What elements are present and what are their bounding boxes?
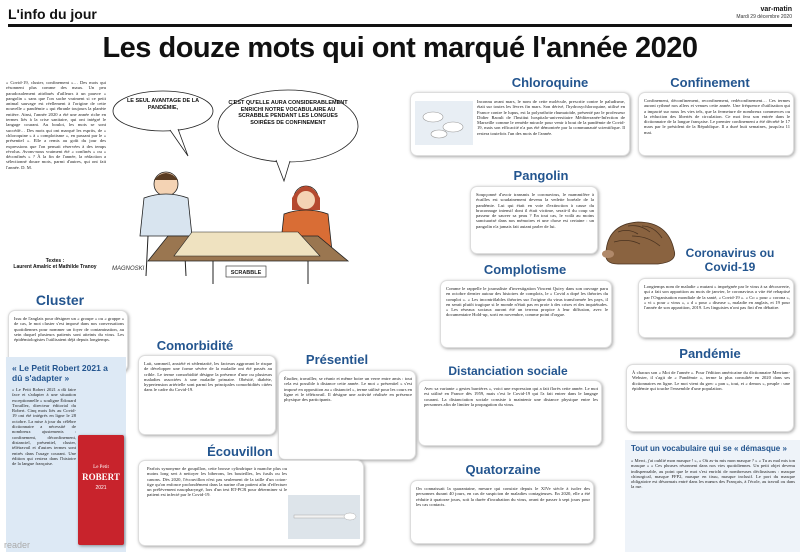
text-quatorzaine: On connaissait la quarantaine, mesure qui consiste depuis le XIVe siècle à isoler des personnes durant 40 jours, en cas de suspicion de maladies contagieuses. En 2020, elle a été réduite à quatorze jours, soit la durée d'incubation du virus, avant de passer à sept jours pour les cas contacts. [416,486,590,507]
credits-label: Textes : [45,258,65,264]
speech-bubble-right-tail [276,160,290,181]
text-pangolin: Soupçonné d'avoir transmis le coronavirus, le mammifère à écailles est soudainement devenu la vedette boréale de la pandémie. Lui qui était en voie d'extinction à cause du braconnage intensif dont il était victime, serait-il du coup un passeur de sauver sa peau ? En tout cas, le voilà au moins sanctuarisé dans nos mémoires et une chose est certaine : un pangolin n'a jamais fait autant parler de lui. [476,192,594,229]
petit-robert-cover [78,435,124,545]
box-comorbidite [138,355,276,435]
header-rule [8,24,792,27]
heading-pandemie: Pandémie [679,346,741,361]
box-chloroquine [410,92,630,156]
cartoonist-signature: MAGNOSKI [112,266,145,272]
cover-brand: Le Petit [93,465,109,470]
issue-date: Mardi 29 décembre 2020 [736,14,792,20]
vocabulary-title: Tout un vocabulaire qui se « démasque » [631,444,787,453]
intro-text: « Covid-19, cluster, confinement »… Des mots qui résonnent plus comme des maux. Un peu paradoxalement attribués d'ailleurs à un pauvre « pangolin » sans que l'on sache vraiment si ce petit animal sauvage est réellement à l'origine de cette nouvelle « pandémie » qui ébranle toujours la planète entière. Ainsi, l'année 2020 a été une année riche en termes liés à la crise sanitaire, qui ont intégré le langage courant. Au boulot, les mots se sont succédé… Des mots qui ont marqué les esprits, de « chloroquine » à « complotisme », en passant par le « présentiel ». Elle a remis au goût du jour des expressions que l'on pensait réservées à des temps révolus. Avons-nous vraiment été « confinés » ou « déconfinés » ? À la fin de l'année, la rédaction a sélectionné douze mots, parmi d'autres, qui ont fait l'année. D. M. [6,80,106,170]
pangolin-image [598,212,680,272]
text-coronavirus: Longtemps nom de maladie « mutant » imprégnée par le virus à sa découverte, qui a fait son apparition au mois de janvier, le coronavirus a vite été rebaptisé par l'Organisation mondiale de la santé, « Covid-19 ». « Co » pour « corona », « vi » pour « virus », « d » pour « disease », maladie en anglais, et 19 pour l'année de son apparition, 2019. Les linguistes n'ont pas fini d'en débattre. [644,284,790,311]
heading-confinement: Confinement [670,75,750,90]
heading-pangolin: Pangolin [513,168,569,183]
heading-distanciation: Distanciation sociale [448,364,568,378]
scrabble-table [148,232,348,284]
bubble-left-text: LE SEUL AVANTAGE DE LA PANDÉMIE, [126,98,200,111]
petit-robert-text: « Le Petit Robert 2021 a dû faire face et s'adapter à une situation exceptionnelle » souligne Édouard Trouillez, directeur éditorial du Robert. Cinq mots liés au Covid-19 ont été intégrés en ligne le 28 octobre. La mise à jour du célèbre dictionnaire a nécessité de nombreux ajustements : confinement, déconfinement, distanciel, présentiel, cluster, télétravail et d'autres termes sont entrés dans l'usage courant. Une édition qui restera dans l'histoire de la langue française. [12,387,76,467]
bubble-right-text: C'EST QU'ELLE AURA CONSIDÉRABLEMENT ENRICHI NOTRE VOCABULAIRE AU SCRABBLE PENDANT LES LONGUES SOIRÉES DE CONFINEMENT [228,100,348,126]
heading-comorbidite: Comorbidité [156,338,234,353]
credits-names: Laurent Amalric et Mathilde Tranoy [13,264,97,270]
speech-bubble-left-tail [170,129,188,156]
text-confinement: Confinement, déconfinement, reconfinement, redéconfinement… Ces termes auront rythmé nos allers et venues cette année. Une fréquence d'utilisation qui a impacté sur nous les vies tels, que la fermeture de nombreux commerces ou la réduction des libertés de circulation. Ce mot fera son entrée dans le dictionnaire de la langue française. Le premier confinement a été décrété le 17 mars par le président de la République. Il a duré huit semaines, jusqu'au 11 mai. [644,98,790,135]
cover-name: ROBERT [82,472,120,482]
box-quatorzaine [410,480,594,544]
box-presentiel [278,370,416,460]
text-presentiel: Étudier, travailler, se réunir et même boire un verre entre amis : tout cela est possible à distance cette année. Le mot « présentiel » s'est imposé en opposition au « distanciel », terme utilisé pour les cours en ligne et le télétravail. Il désigne une activité réalisée en présence physique des participants. [284,376,412,403]
box-pandemie [626,364,794,432]
credits [10,258,100,270]
swab-image [288,495,360,539]
text-chloroquine: Inconnu avant mars, le nom de cette molécule, prescrite contre le paludisme, était sur toutes les lèvres fin mars. Son dérivé, l'hydroxychloroquine, utilisé en France contre le lupus, est la polyarthrite rhumatoïde, présenté par le professeur Didier Raoult de l'Institut hospitalo-universitaire Méditerranée-Infection de Marseille comme le remède miracle pour venir à bout de la pandémie de Covid-19, mais son efficacité n'a pas été démontrée par la communauté scientifique. Il restera toutefois l'un des mots de l'année. [477,99,625,136]
watermark: reader [4,540,31,550]
box-complotisme [440,280,612,348]
heading-cluster: Cluster [35,292,85,308]
heading-complotisme: Complotisme [483,262,567,277]
box-distanciation [418,380,602,446]
vocabulary-box [625,440,800,552]
petit-robert-title: « Le Petit Robert 2021 a dû s'adapter » [12,363,108,383]
pills-image [415,101,473,145]
text-complotisme: Comme le rappelle le journaliste d'investigation Vincent Quivy dans son ouvrage paru en octobre dernier autour des histoires de complots, le « Covid a dopé les théories du complot ». « Les incontrôlables théories sur l'origine du virus transformée les pays, il en serait plutôt tragique si le monde n'était pas en proie à des crises et des inquiétudes. » Les réseaux sociaux auront été un terreau propice à leur diffusion, avec le documentaire Hold-up, sorti en novembre, comme point d'orgue. [446,286,608,318]
heading-presentiel: Présentiel [305,352,369,367]
box-pangolin [470,186,598,254]
box-coronavirus [638,278,794,338]
text-comorbidite: Lait, sommeil, anxiété et sédentarité, les facteurs aggravant le risque de développer une forme sévère de la maladie ont été passés au crible. Le terme comorbidité désigne la présence d'une ou plusieurs maladies associées à une maladie primaire. Obésité, diabète, hypertension artérielle sont parmi les principales comorbidités citées dans le cadre du Covid-19. [144,361,272,393]
cartoon-illustration [108,86,370,286]
box-confinement [638,92,794,156]
scrabble-board [174,232,320,256]
text-cluster: Issu de l'anglais pour désigner un « groupe » ou « grappe » de cas, le mot cluster s'est imposé dans nos conversations quotidiennes pour nommer un foyer de contamination, au sein duquel plusieurs patients sont atteints du virus. Les épidémiologistes l'utilisaient déjà depuis longtemps. [14,316,124,343]
vocabulary-text: « Merci, j'ai oublié mon masque ! », « Où as-tu mis mon masque ? » « Tu as mal mis ton masque » « Ces phrases résonnent dans nos vies quotidiennes. Un petit objet devenu indispensable, au point que le mot s'est enrichi de nombreuses déclinaisons : masque chirurgical, masque FFP2, masque en tissu, masque inclusif. Le port du masque obligatoire est désormais entré dans les mœurs des Français, à l'école, au travail ou dans la rue. [631,458,795,490]
text-pandemie: À chacun son « Mot de l'année ». Pour l'édition américaine du dictionnaire Merriam-Webster, il s'agit de « Pandémie », terme la plus consultée en 2020 dans ses dictionnaires en ligne. Le mot vient du grec « pan », tout, et « demos », peuple : une épidémie qui touche l'ensemble d'une population. [632,370,790,391]
heading-coronavirus: Coronavirus ou Covid-19 [685,246,775,274]
text-ecouvillon: Parfois synonyme de goupillon, cette brosse cylindrique à manche plus ou moins long sert à nettoyer les biberons, les bouteilles, les fusils ou les canons. Dès 2020, l'écouvillon n'est pas seulement de la taille d'un coton-tige qu'on enfonce profondément dans la narine d'un patient afin d'effectuer un prélèvement nasopharyngé, lors d'un test RT-PCR pour déterminer si le patient est infecté par le Covid-19. [147,466,287,498]
heading-chloroquine: Chloroquine [511,75,589,90]
section-label: L'info du jour [8,6,97,22]
heading-ecouvillon: Écouvillon [207,444,273,459]
page-title: Les douze mots qui ont marqué l'année 2020 [102,32,698,64]
text-distanciation: Avec sa variante « gestes barrières », voici une expression qui a fait florès cette année. Le mot est utilisé en France dès 1959, mais c'est le Covid-19 qui l'a fait entrer dans le langage courant. La distanciation sociale consiste à maintenir une distance physique entre les personnes afin de limiter la propagation du virus. [424,386,598,407]
newspaper-name: var-matin [760,6,792,13]
cover-year: 2021 [95,485,107,491]
scrabble-box-label: SCRABBLE [230,270,262,276]
heading-quatorzaine: Quatorzaine [465,462,541,477]
petit-robert-box [6,357,126,552]
